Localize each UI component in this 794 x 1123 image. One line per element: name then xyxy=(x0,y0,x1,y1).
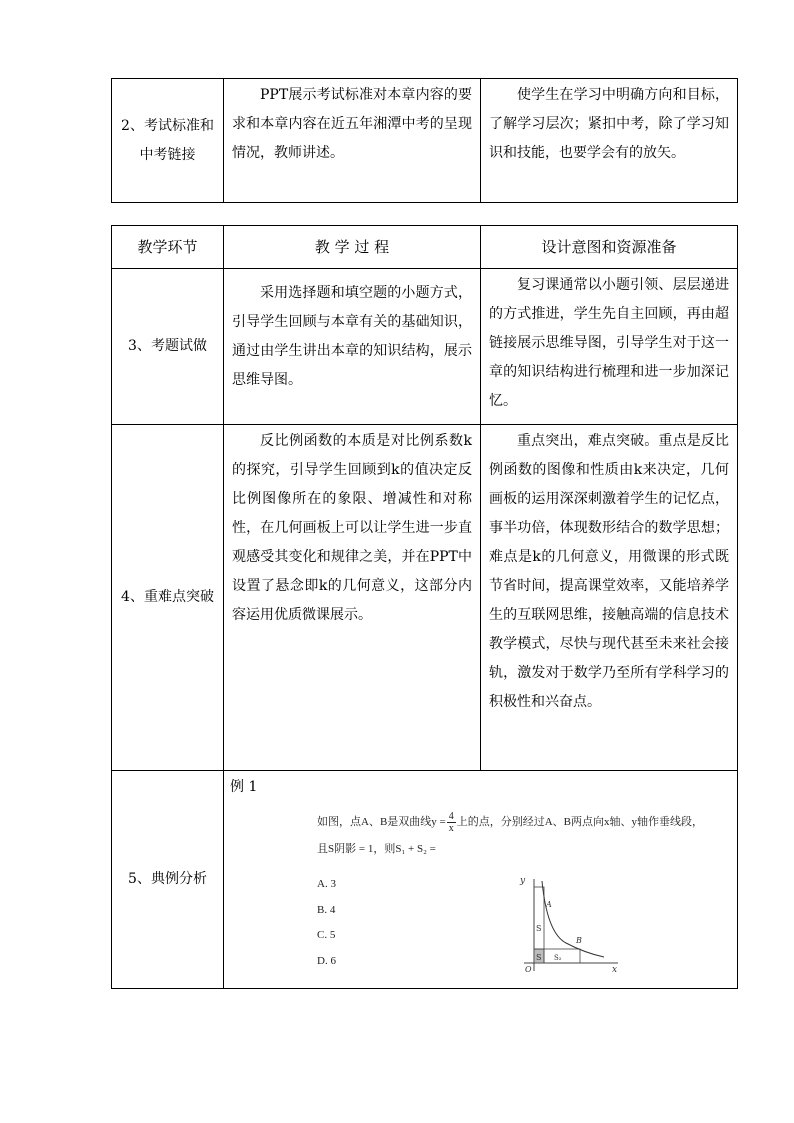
stage-cell: 3、考题试做 xyxy=(112,269,224,425)
table-row xyxy=(112,425,738,771)
example-row xyxy=(112,771,738,989)
top-table xyxy=(111,78,738,203)
option-a: A. 3 xyxy=(317,878,336,890)
stage-cell: 5、典例分析 xyxy=(112,771,224,989)
table-row xyxy=(112,269,738,425)
option-c: C. 5 xyxy=(317,929,336,941)
header-stage: 教学环节 xyxy=(112,226,224,269)
shaded-label: S xyxy=(536,953,542,962)
header-intent: 设计意图和资源准备 xyxy=(481,226,738,269)
fraction: $\frac{4}{x}$ xyxy=(448,811,454,834)
process-cell: PPT展示考试标准对本章内容的要求和本章内容在近五年湘潭中考的呈现情况，教师讲述。 xyxy=(224,79,481,203)
intent-cell: 复习课通常以小题引领、层层递进的方式推进，学生先自主回顾，再由超链接展示思维导图，引导学生对于这一章的知识结构进行梳理和进一步加深记忆。 xyxy=(481,269,738,425)
s-label: S xyxy=(536,924,542,933)
stage-cell: 2、考试标准和中考链接 xyxy=(112,79,224,203)
s2-label: S₂ xyxy=(554,954,562,962)
header-row xyxy=(112,226,738,269)
x-label: x xyxy=(612,965,618,973)
table-row xyxy=(112,79,738,203)
rect-s xyxy=(534,887,544,949)
process-cell: 反比例函数的本质是对比例系数k的探究，引导学生回顾到k的值决定反比例图像所在的象限、增减性和对称性，在几何画板上可以让学生进一步直观感受其变化和规律之美，并在PPT中设置了悬念即k的几何意义，这部分内容运用优质微课展示。 xyxy=(224,425,481,771)
option-b: B. 4 xyxy=(317,903,336,916)
y-label: y xyxy=(520,876,526,886)
process-cell: 采用选择题和填空题的小题方式，引导学生回顾与本章有关的基础知识，通过由学生讲出本章的知识结构，展示思维导图。 xyxy=(224,269,481,425)
problem-statement: 如图，点A、B是双曲线y = $\frac{4}{x}$ 上的点，分别经过A、B两点向x轴、y轴作垂线段， xyxy=(317,811,704,834)
rect-s2 xyxy=(544,949,580,963)
origin-label: O xyxy=(525,965,532,973)
main-table xyxy=(111,225,738,989)
hyperbola-graph xyxy=(514,873,624,973)
problem-condition: 且S阴影 = 1，则S₁ + S₂ = xyxy=(317,843,436,855)
point-b-label: B xyxy=(576,936,582,945)
example-cell xyxy=(224,771,738,989)
point-a-label: A xyxy=(546,900,552,909)
stage-cell: 4、重难点突破 xyxy=(112,425,224,771)
option-d: D. 6 xyxy=(317,954,336,967)
intent-cell: 重点突出，难点突破。重点是反比例函数的图像和性质由k来决定，几何画板的运用深深刺激着学生的记忆点，事半功倍，体现数形结合的数学思想；难点是k的几何意义，用微课的形式既节省时间，提高课堂效率，又能培养学生的互联网思维，接触高端的信息技术教学模式，尽快与现代甚至未来社会接轨，激发对于数学乃至所有学科学习的积极性和兴奋点。 xyxy=(481,425,738,771)
example-label: 例 1 xyxy=(230,779,258,795)
hyperbola-curve xyxy=(542,881,604,957)
intent-cell: 使学生在学习中明确方向和目标，了解学习层次；紧扣中考，除了学习知识和技能，也要学会有的放矢。 xyxy=(481,79,738,203)
header-process: 教 学 过 程 xyxy=(224,226,481,269)
